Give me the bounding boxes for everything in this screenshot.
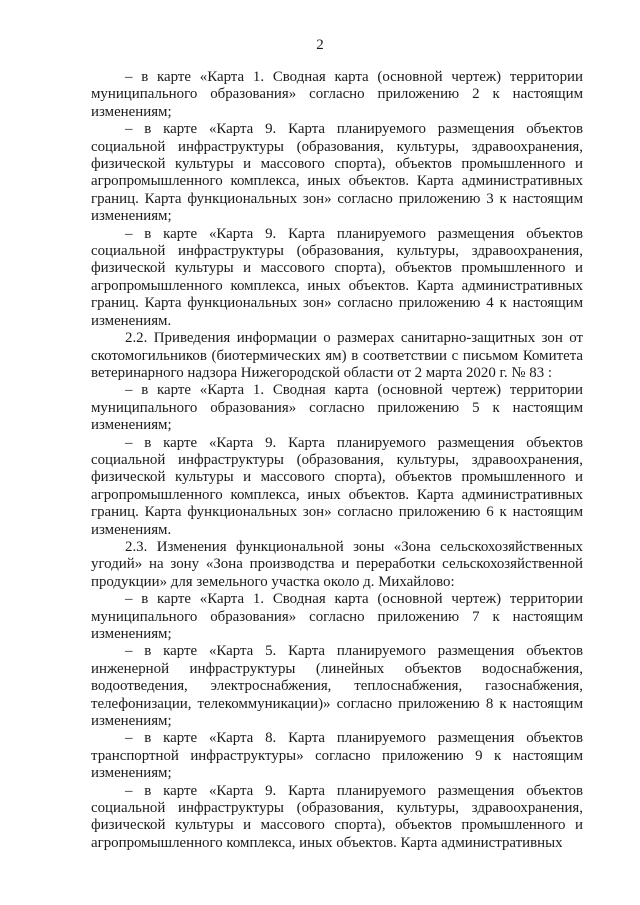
paragraph: – в карте «Карта 9. Карта планируемого размещения объектов социальной инфраструктуры (образования, культуры, здравоохранения, физической культуры и массового спорта), объектов промышленного и агропромышленного комплекса, иных объектов. Карта административных границ. Карта функциональных зон» согласно приложению 6 к настоящим изменениям. bbox=[91, 434, 583, 538]
paragraph: – в карте «Карта 1. Сводная карта (основной чертеж) территории муниципального образования» согласно приложению 5 к настоящим изменениям; bbox=[91, 382, 583, 434]
paragraph: – в карте «Карта 5. Карта планируемого размещения объектов инженерной инфраструктуры (линейных объектов водоснабжения, водоотведения, электроснабжения, теплоснабжения, газоснабжения, телефонизации, телекоммуникации)» согласно приложению 8 к настоящим изменениям; bbox=[91, 643, 583, 730]
paragraph: – в карте «Карта 9. Карта планируемого размещения объектов социальной инфраструктуры (образования, культуры, здравоохранения, физической культуры и массового спорта), объектов промышленного и агропромышленного комплекса, иных объектов. Карта административных bbox=[91, 782, 583, 851]
paragraph: – в карте «Карта 9. Карта планируемого размещения объектов социальной инфраструктуры (образования, культуры, здравоохранения, физической культуры и массового спорта), объектов промышленного и агропромышленного комплекса, иных объектов. Карта административных границ. Карта функциональных зон» согласно приложению 4 к настоящим изменениям. bbox=[91, 225, 583, 329]
paragraph: – в карте «Карта 9. Карта планируемого размещения объектов социальной инфраструктуры (образования, культуры, здравоохранения, физической культуры и массового спорта), объектов промышленного и агропромышленного комплекса, иных объектов. Карта административных границ. Карта функциональных зон» согласно приложению 3 к настоящим изменениям; bbox=[91, 121, 583, 225]
paragraph: 2.3. Изменения функциональной зоны «Зона сельскохозяйственных угодий» на зону «Зона производства и переработки сельскохозяйственной продукции» для земельного участка около д. Михайлово: bbox=[91, 538, 583, 590]
paragraph: – в карте «Карта 8. Карта планируемого размещения объектов транспортной инфраструктуры» согласно приложению 9 к настоящим изменениям; bbox=[91, 730, 583, 782]
paragraph: – в карте «Карта 1. Сводная карта (основной чертеж) территории муниципального образования» согласно приложению 7 к настоящим изменениям; bbox=[91, 591, 583, 642]
paragraph: – в карте «Карта 1. Сводная карта (основной чертеж) территории муниципального образования» согласно приложению 2 к настоящим изменениям; bbox=[91, 69, 583, 120]
page-number: 2 bbox=[316, 37, 324, 53]
paragraph: 2.2. Приведения информации о размерах санитарно-защитных зон от скотомогильников (биотермических ям) в соответствии с письмом Комитета ветеринарного надзора Нижегородской области от 2 марта 2020 г. № 83 : bbox=[91, 330, 583, 381]
document-body bbox=[91, 69, 583, 852]
